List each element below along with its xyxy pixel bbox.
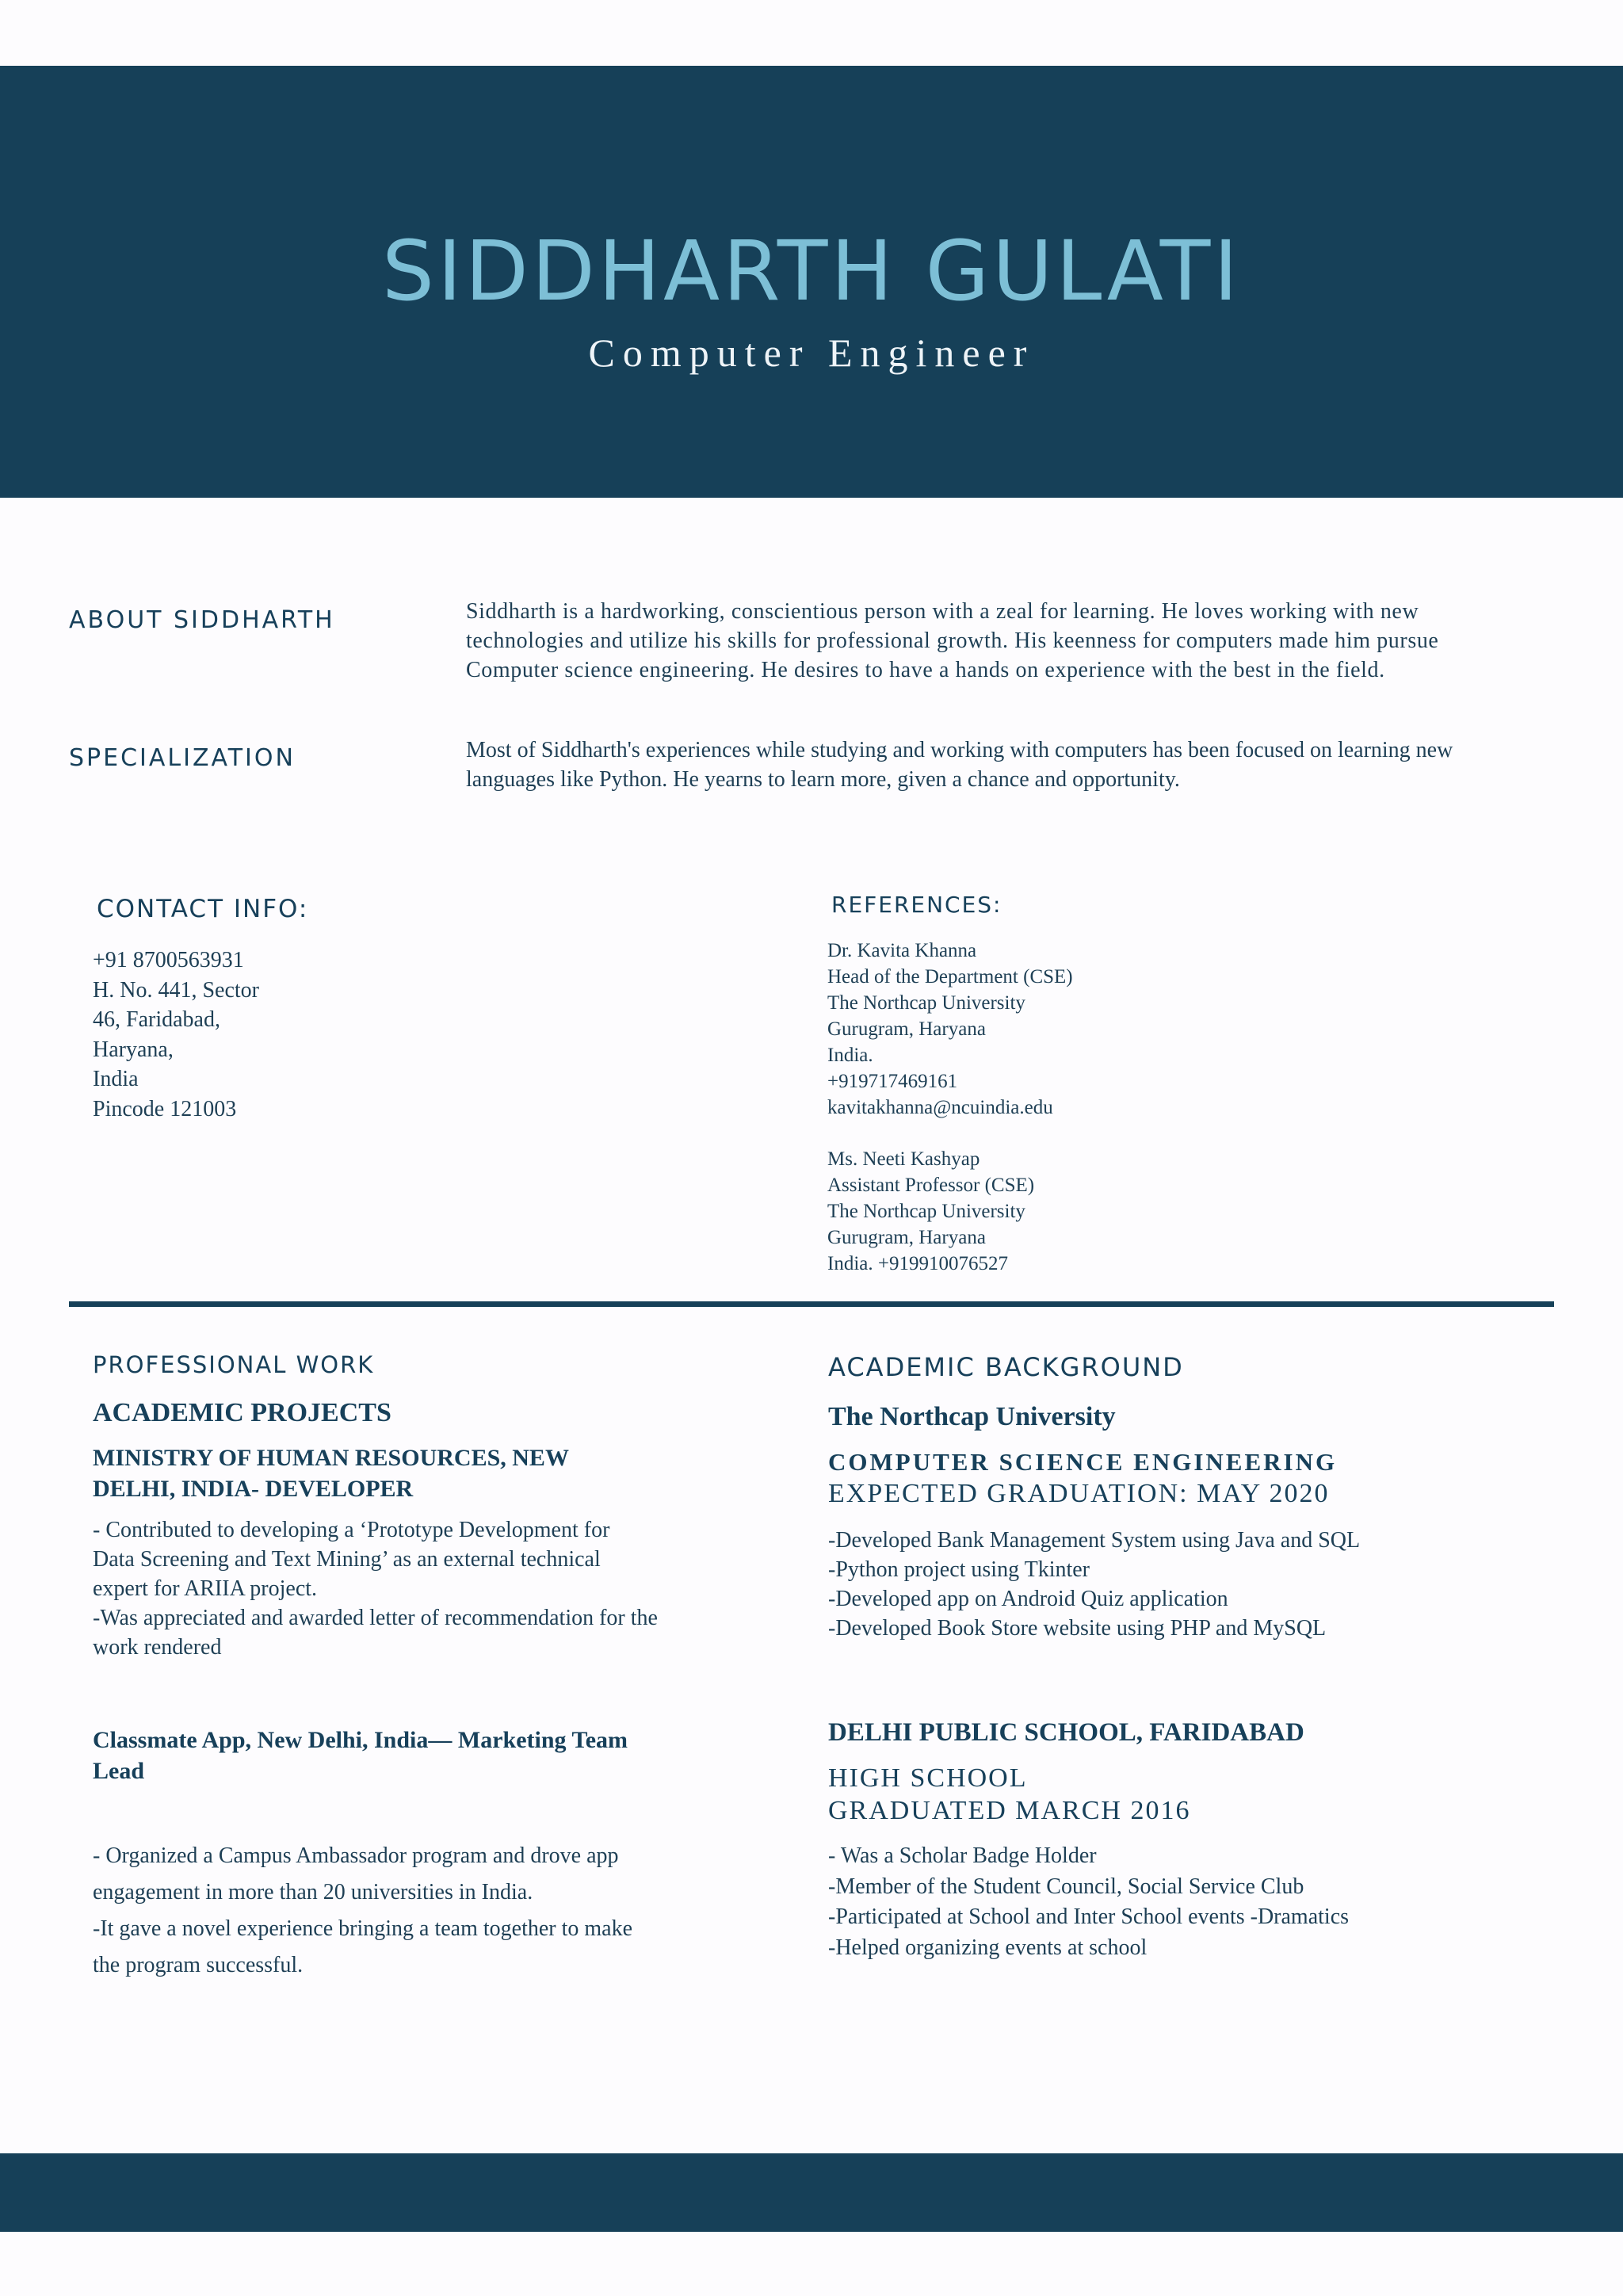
contact-pincode: Pincode 121003	[93, 1096, 237, 1121]
reference-line: The Northcap University	[827, 1201, 1025, 1222]
reference-line: India.	[827, 1045, 873, 1066]
reference-phone: +919717469161	[827, 1071, 958, 1092]
reference-email: kavitakhanna@ncuindia.edu	[827, 1097, 1053, 1118]
job-1-description: - Contributed to developing a ‘Prototype Development for Data Screening and Text Mining’ as an external technical expert for ARIIA project. -Was appreciated and awarded letter of recommendation for the work rendered	[93, 1518, 658, 1660]
references-label: REFERENCES:	[831, 892, 1002, 918]
reference-2	[827, 1146, 1034, 1277]
contact-address-line: H. No. 441, Sector	[93, 977, 259, 1003]
contact-label: CONTACT INFO:	[97, 895, 309, 923]
contact-block	[93, 946, 259, 1124]
candidate-title: Computer Engineer	[588, 330, 1035, 375]
school-activities: - Was a Scholar Badge Holder -Member of the Student Council, Social Service Club -Participated at School and Inter School events -Dramatics -Helped organizing events at school	[828, 1843, 1350, 1960]
university-name: The Northcap University	[828, 1402, 1116, 1431]
contact-address-line: India	[93, 1067, 139, 1091]
specialization-text: Most of Siddharth's experiences while studying and working with computers has been focused on learning new languages like Python. He yearns to learn more, given a chance and opportunity.	[466, 738, 1453, 792]
specialization-label: SPECIALIZATION	[69, 744, 296, 772]
reference-1	[827, 938, 1073, 1121]
academic-label: ACADEMIC BACKGROUND	[828, 1352, 1184, 1382]
school-degree: HIGH SCHOOL GRADUATED MARCH 2016	[828, 1763, 1191, 1825]
candidate-name: SIDDHARTH GULATI	[382, 223, 1241, 319]
school-name: DELHI PUBLIC SCHOOL, FARIDABAD	[828, 1718, 1304, 1747]
job-1-title: MINISTRY OF HUMAN RESOURCES, NEW DELHI, INDIA- DEVELOPER	[93, 1445, 569, 1502]
professional-label: PROFESSIONAL WORK	[93, 1351, 375, 1378]
job-2-description: - Organized a Campus Ambassador program and drove app engagement in more than 20 universities in India. -It gave a novel experience bringing a team together to make the program successful.	[93, 1843, 633, 1977]
footer-band	[0, 2153, 1623, 2232]
university-activities: -Developed Bank Management System using Java and SQL -Python project using Tkinter -Developed app on Android Quiz application -Developed Book Store website using PHP and MySQL	[828, 1528, 1361, 1641]
reference-line: The Northcap University	[827, 992, 1025, 1014]
reference-line: Assistant Professor (CSE)	[827, 1175, 1035, 1196]
job-2-title: Classmate App, New Delhi, India— Marketing Team Lead	[93, 1727, 628, 1784]
reference-name: Ms. Neeti Kashyap	[827, 1148, 980, 1170]
reference-line: Gurugram, Haryana	[827, 1018, 986, 1040]
reference-line: Head of the Department (CSE)	[827, 966, 1073, 988]
contact-phone: +91 8700563931	[93, 948, 244, 972]
graduation-date: EXPECTED GRADUATION: MAY 2020	[828, 1479, 1330, 1508]
about-text: Siddharth is a hardworking, conscientious person with a zeal for learning. He loves working with new technologies and utilize his skills for professional growth. His keenness for computers made him pursue Computer science engineering. He desires to have a hands on experience with the best in the field.	[466, 599, 1439, 682]
contact-address-line: Haryana,	[93, 1037, 174, 1062]
about-label: ABOUT SIDDHARTH	[69, 606, 335, 634]
degree-title: COMPUTER SCIENCE ENGINEERING	[828, 1448, 1338, 1476]
contact-address-line: 46, Faridabad,	[93, 1007, 220, 1032]
reference-line: India. +919910076527	[827, 1253, 1008, 1274]
reference-line: Gurugram, Haryana	[827, 1227, 986, 1248]
projects-heading: ACADEMIC PROJECTS	[93, 1398, 391, 1427]
section-divider	[69, 1301, 1554, 1307]
reference-name: Dr. Kavita Khanna	[827, 940, 977, 961]
